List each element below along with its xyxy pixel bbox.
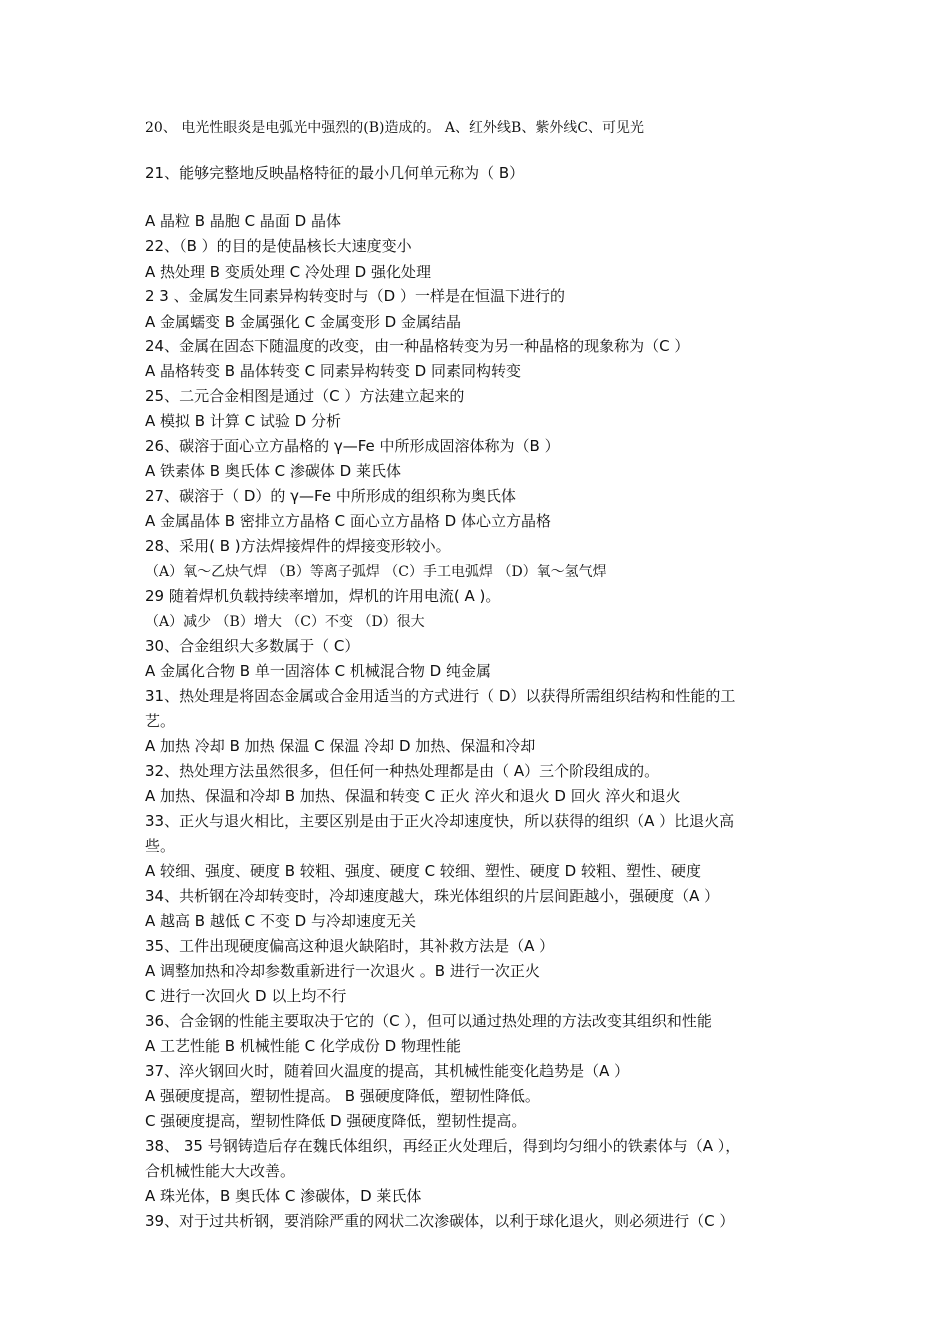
text-line: A 晶粒 B 晶胞 C 晶面 D 晶体 <box>145 212 341 230</box>
text-line: 22、（B ）的目的是使晶核长大速度变小 <box>145 237 412 255</box>
text-line: 29 随着焊机负载持续率增加，焊机的许用电流( A )。 <box>145 587 501 605</box>
text-line: 28、采用( B )方法焊接焊件的焊接变形较小。 <box>145 537 451 555</box>
text-line: A 金属晶体 B 密排立方晶格 C 面心立方晶格 D 体心立方晶格 <box>145 512 551 530</box>
text-line: 艺。 <box>145 712 176 730</box>
text-line: （A）减少 （B）增大 （C）不变 （D）很大 <box>145 614 425 630</box>
text-line: 38、 35 号钢铸造后存在魏氏体组织，再经正火处理后，得到均匀细小的铁素体与（A ）， <box>145 1137 741 1155</box>
text-line: C 进行一次回火 D 以上均不行 <box>145 987 347 1005</box>
text-line: A 较细、强度、硬度 B 较粗、强度、硬度 C 较细、塑性、硬度 D 较粗、塑性、硬度 <box>145 862 701 880</box>
text-line: 39、对于过共析钢，要消除严重的网状二次渗碳体，以利于球化退火，则必须进行（C ） <box>145 1212 735 1230</box>
text-line: A 金属蠕变 B 金属强化 C 金属变形 D 金属结晶 <box>145 313 461 331</box>
text-line: 21、能够完整地反映晶格特征的最小几何单元称为（ B） <box>145 164 525 182</box>
text-line: 25、二元合金相图是通过（C ）方法建立起来的 <box>145 387 465 405</box>
text-line: 些。 <box>145 837 176 855</box>
text-line: A 金属化合物 B 单一固溶体 C 机械混合物 D 纯金属 <box>145 662 491 680</box>
text-line: 26、碳溶于面心立方晶格的 γ—Fe 中所形成固溶体称为（B ） <box>145 437 560 455</box>
text-line: A 加热 冷却 B 加热 保温 C 保温 冷却 D 加热、保温和冷却 <box>145 737 536 755</box>
text-line: 24、金属在固态下随温度的改变，由一种晶格转变为另一种晶格的现象称为（C ） <box>145 337 690 355</box>
text-line: A 模拟 B 计算 C 试验 D 分析 <box>145 412 341 430</box>
text-line: 34、共析钢在冷却转变时，冷却速度越大，珠光体组织的片层间距越小，强硬度（A ） <box>145 887 720 905</box>
text-line: 37、淬火钢回火时，随着回火温度的提高，其机械性能变化趋势是（A ） <box>145 1062 630 1080</box>
text-line: 32、热处理方法虽然很多，但任何一种热处理都是由（ A）三个阶段组成的。 <box>145 762 660 780</box>
text-line: A 强硬度提高，塑韧性提高。 B 强硬度降低，塑韧性降低。 <box>145 1087 540 1105</box>
text-line: 27、碳溶于（ D）的 γ—Fe 中所形成的组织称为奥氏体 <box>145 487 516 505</box>
text-line: A 越高 B 越低 C 不变 D 与冷却速度无关 <box>145 912 416 930</box>
text-line: C 强硬度提高，塑韧性降低 D 强硬度降低，塑韧性提高。 <box>145 1112 527 1130</box>
text-line: 33、正火与退火相比，主要区别是由于正火冷却速度快，所以获得的组织（A ）比退火高 <box>145 812 735 830</box>
text-line: A 热处理 B 变质处理 C 冷处理 D 强化处理 <box>145 263 431 281</box>
text-line: 20、 电光性眼炎是电弧光中强烈的(B)造成的。 A、红外线B、紫外线C、可见光 <box>145 120 645 136</box>
text-line: 30、合金组织大多数属于（ C） <box>145 637 360 655</box>
text-line: 2 3 、金属发生同素异构转变时与（D ）一样是在恒温下进行的 <box>145 287 565 305</box>
text-line: 31、热处理是将固态金属或合金用适当的方式进行（ D）以获得所需组织结构和性能的工 <box>145 687 736 705</box>
text-line: A 晶格转变 B 晶体转变 C 同素异构转变 D 同素同构转变 <box>145 362 521 380</box>
text-line: 36、合金钢的性能主要取决于它的（C ），但可以通过热处理的方法改变其组织和性能 <box>145 1012 712 1030</box>
text-line: A 加热、保温和冷却 B 加热、保温和转变 C 正火 淬火和退火 D 回火 淬火和退火 <box>145 787 681 805</box>
text-line: 35、工件出现硬度偏高这种退火缺陷时，其补救方法是（A ） <box>145 937 555 955</box>
text-line: A 珠光体，B 奥氏体 C 渗碳体，D 莱氏体 <box>145 1187 422 1205</box>
text-line: 合机械性能大大改善。 <box>145 1162 296 1180</box>
text-line: A 调整加热和冷却参数重新进行一次退火 。B 进行一次正火 <box>145 962 540 980</box>
text-line: A 铁素体 B 奥氏体 C 渗碳体 D 莱氏体 <box>145 462 401 480</box>
text-line: A 工艺性能 B 机械性能 C 化学成份 D 物理性能 <box>145 1037 461 1055</box>
text-line: （A）氧～乙炔气焊 （B）等离子弧焊 （C）手工电弧焊 （D）氧～氢气焊 <box>145 564 607 580</box>
